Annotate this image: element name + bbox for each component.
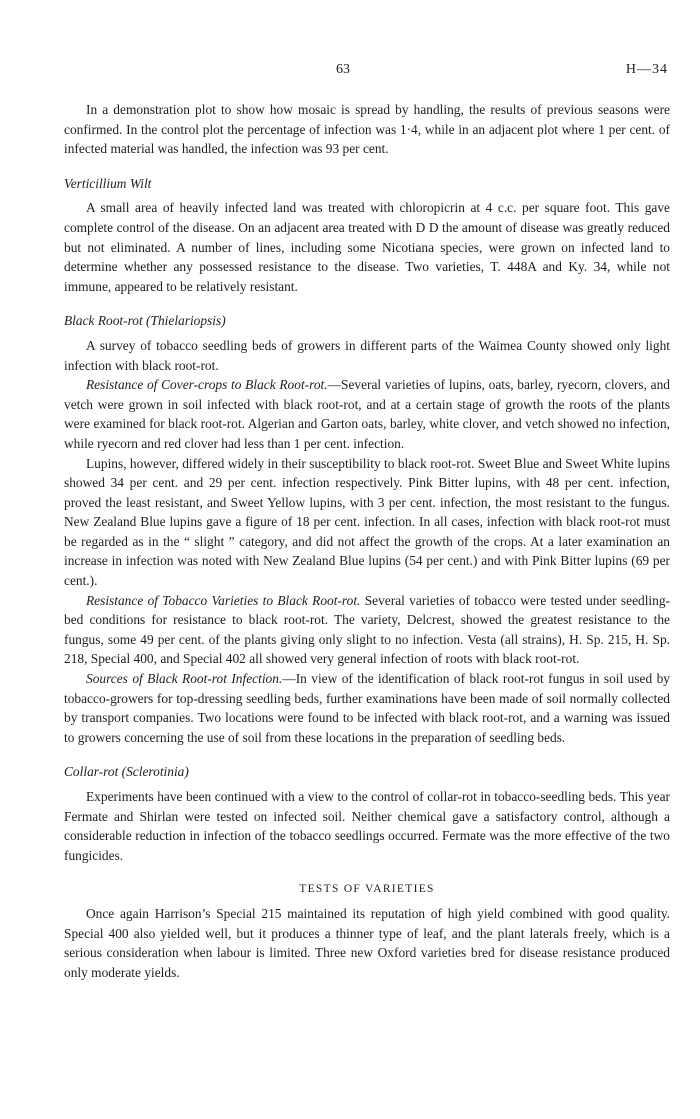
tobacco-varieties-paragraph: [64, 591, 670, 669]
lupins-paragraph: Lupins, however, differed widely in their susceptibility to black root-rot. Sweet Blue and Sweet White lupins showed 34 per cent. and 29 per cent. infection respectively. Pink Bitter lupins, with 48 per cent. infection, proved the least resistant, and Sweet Yellow lupins, with 3 per cent. infection, the most resistant to the fungus. New Zealand Blue lupins gave a figure of 18 per cent. infection. In all cases, infection with black root-rot must be regarded as in the “ slight ” category, and did not affect the growth of the crops. At a later examination an increase in infection was noted with New Zealand Blue lupins (54 per cent.) and with Pink Bitter lupins (69 per cent.).: [64, 455, 670, 589]
section-heading-collar-rot: Collar-rot (Sclerotinia): [64, 764, 189, 780]
page-number: 63: [336, 62, 350, 77]
section-heading-black-root-rot: Black Root-rot (Thielariopsis): [64, 313, 226, 329]
tobacco-varieties-text: Several varieties of tobacco were tested under seedling-bed conditions for resistance to black root-rot. The variety, Delcrest, showed the greatest resistance to the fungus, some 49 per cent. of the plants giving only slight to no infection. Vesta (all strains), H. Sp. 215, H. Sp. 218, Special 400, and Special 402 all showed very general infection of roots with black root-rot.: [64, 592, 670, 667]
tests-of-varieties-paragraph: Once again Harrison’s Special 215 maintained its reputation of high yield combined with good quality. Special 400 also yielded well, but it produces a thinner type of leaf, and the plant laterals freely, which is a serious consideration when labour is limited. Three new Oxford varieties bred for disease resistance produced only moderate yields.: [64, 905, 670, 980]
collar-rot-paragraph: Experiments have been continued with a view to the control of collar-rot in tobacco-seedling beds. This year Fermate and Shirlan were tested on infected soil. Neither chemical gave a satisfactory control, although a considerable reduction in infection of the tobacco seedlings occurred. Fermate was the more effective of the two fungicides.: [64, 789, 670, 863]
verticillium-paragraph: A small area of heavily infected land was treated with chloropicrin at 4 c.c. per square foot. This gave complete control of the disease. On an adjacent area treated with D D the amount of disease was greatly reduced but not eliminated. A number of lines, including some Nicotiana species, were grown on infected land to determine whether any possessed resistance to the disease. Two varieties, T. 448A and Ky. 34, while not immune, appeared to be relatively resistant.: [64, 200, 670, 294]
section-heading-tests-of-varieties: TESTS OF VARIETIES: [299, 883, 435, 896]
sources-title: Sources of Black Root-rot Infection.: [86, 671, 283, 687]
intro-paragraph: In a demonstration plot to show how mosaic is spread by handling, the results of previous seasons were confirmed. In the control plot the percentage of infection was 1·4, while in an adjacent plot where 1 per cent. of infected material was handled, the infection was 93 per cent.: [64, 102, 670, 157]
section-heading-verticillium: Verticillium Wilt: [64, 175, 152, 191]
sources-paragraph: [64, 669, 670, 747]
cover-crops-paragraph: [64, 375, 670, 453]
survey-paragraph: A survey of tobacco seedling beds of growers in different parts of the Waimea County showed only light infection with black root-rot.: [64, 337, 670, 373]
page-header: [64, 60, 670, 82]
cover-crops-text: —Several varieties of lupins, oats, barley, ryecorn, clovers, and vetch were grown in soil infected with black root-rot, and at a certain stage of growth the roots of the plants were examined for black root-rot. Algerian and Garton oats, barley, white clover, and vetch showed no infection, while ryecorn and red clover had less than 1 per cent. infection.: [64, 377, 670, 451]
tobacco-varieties-title: Resistance of Tobacco Varieties to Black Root-rot.: [86, 592, 361, 608]
document-reference: H—34: [625, 62, 668, 77]
cover-crops-title: Resistance of Cover-crops to Black Root-rot.: [86, 377, 328, 393]
sources-text: —In view of the identification of black root-rot fungus in soil used by tobacco-growers for top-dressing seedling beds, further examinations have been made of soil normally collected by transport companies. Two locations were found to be infected with black root-rot, and a warning was issued to growers concerning the use of soil from these locations in the preparation of seedling beds.: [64, 671, 670, 745]
